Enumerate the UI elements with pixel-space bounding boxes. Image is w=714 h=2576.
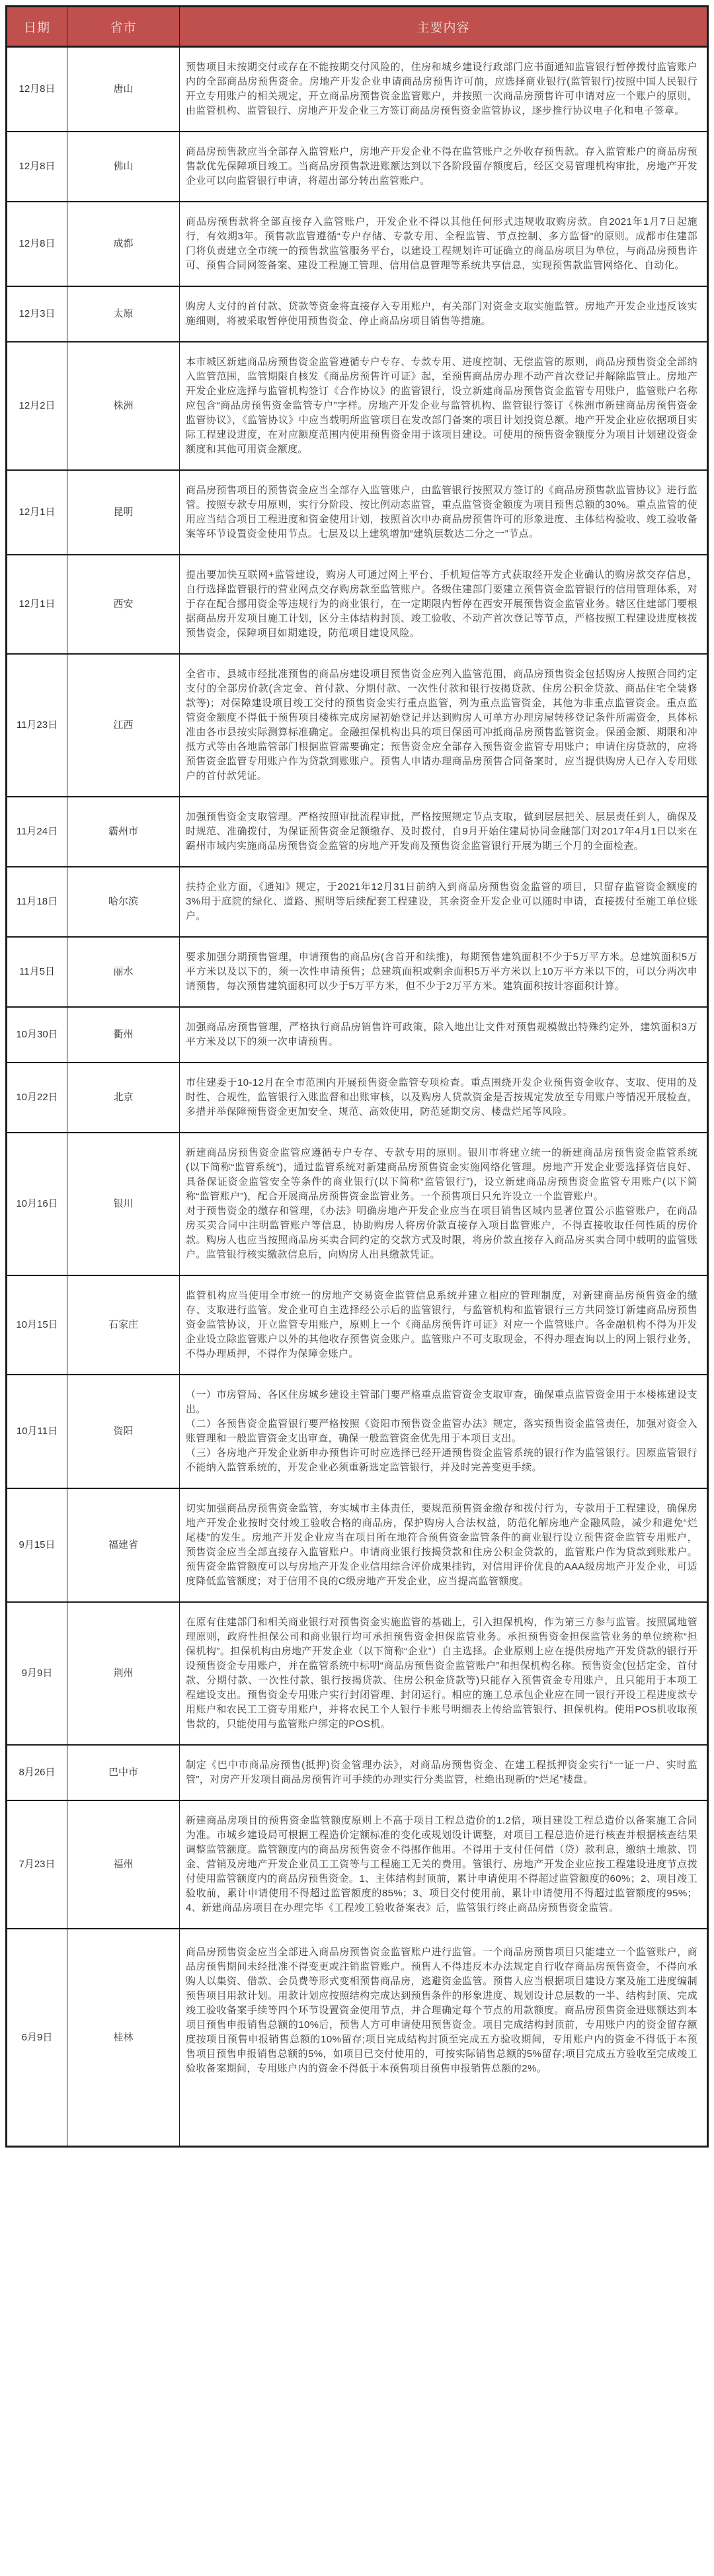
content-cell: [180, 1275, 708, 1375]
content-cell: [180, 555, 708, 654]
content-cell: [180, 342, 708, 470]
content-cell: [180, 1929, 708, 2147]
content-cell: [180, 937, 708, 1007]
date-cell: 10月15日: [7, 1275, 67, 1375]
date-cell: 12月8日: [7, 202, 67, 286]
date-cell: 11月18日: [7, 867, 67, 937]
content-cell: [180, 867, 708, 937]
content-cell: [180, 470, 708, 555]
content-cell: [180, 286, 708, 342]
city-cell: 太原: [67, 286, 180, 342]
city-cell: 成都: [67, 202, 180, 286]
content-paragraph: 新建商品房预售资金监管应遵循专户专存、专款专用的原则。银川市将建立统一的新建商品房预售资金监管系统(以下简称“监管系统”)，通过监管系统对新建商品房预售资金实施网络化管理。房地产开发企业要选择资信良好、具备保证资金监管安全等条件的商业银行(以下简称“监管银行”)，设立新建商品房预售资金监管专用账户(以下简称“监管账户”)，配合开展商品房预售资金监管业务。一个预售项目只允许设立一个监管账户。: [186, 1147, 697, 1202]
table-row: [7, 202, 708, 286]
date-cell: 12月3日: [7, 286, 67, 342]
content-cell: [180, 1375, 708, 1488]
content-cell: [180, 202, 708, 286]
city-cell: 桂林: [67, 1929, 180, 2147]
content-cell: [180, 1602, 708, 1745]
date-cell: 12月1日: [7, 555, 67, 654]
content-paragraph: （一）市房管局、各区住房城乡建设主管部门要严格重点监管资金支取审查，确保重点监管资金用于本楼栋建设支出。: [186, 1389, 697, 1415]
content-paragraph: 商品房预售项目的预售资金应当全部存入监管账户，由监管银行按照双方签订的《商品房预售款监管协议》进行监管。按照专款专用原则，实行分阶段、按比例动态监管，重点监管资金额度为项目预售总额的30%。重点监管的使用应当结合项目工程进度和资金使用计划，按照首次申办商品房预售许可的形象进度、主体结构验收、竣工验收备案等环节设置资金使用节点。七层及以上建筑增加“建筑层数达二分之一”节点。: [186, 485, 697, 540]
table-row: [7, 1063, 708, 1133]
content-cell: [180, 1745, 708, 1800]
content-paragraph: 商品房预售资金应当全部进入商品房预售资金监管账户进行监管。一个商品房预售项目只能建立一个监管账户，商品房预售期间未经批准不得变更或注销监管账户。预售人不得违反本办法规定自行收存商品房预售资金，不得向承购人以集资、借款、会员费等形式变相预售商品房，逃避资金监管。预售人应当根据项目建设方案及施工进度编制预售项目用款计划。用款计划应按照结构完成达到预售条件的形象进度、规划设计总层数的一半、结构封顶、完成竣工验收备案手续等四个环节设置资金使用节点，并合理确定每个节点的用款额度。商品房预售资金进账额达到本项目预售申报销售总额的10%后，预售人方可申请使用预售资金。项目完成结构封顶前，专用账户内的资金留存额度按项目预售申报销售总额的10%留存;项目完成结构封顶至完成五方验收期间，专用账户内的资金不得低于本预售项目预售申报销售总额的5%，如项目已交付使用的，可按实际销售总额的5%留存;项目完成五方验收至完成竣工验收备案期间，专用账户内的资金不得低于本预售项目预售申报销售总额的2%。: [186, 1947, 697, 2074]
content-cell: [180, 797, 708, 867]
content-paragraph: 商品房预售款将全部直接存入监管账户，开发企业不得以其他任何形式违规收取购房款。自2021年1月7日起施行，有效期3年。预售款监管遵循“专户存储、专款专用、全程监管、节点控制、多方监督”的原则。成都市住建部门将负责建立全市统一的预售款监管服务平台，以建设工程规划许可证确立的商品房项目为单位，与商品房预售许可、预售合同网签备案、建设工程施工管理、信用信息管理等系统共享信息，实现预售款监管网络化、自动化。: [186, 216, 697, 271]
content-cell: [180, 132, 708, 202]
city-cell: 银川: [67, 1133, 180, 1275]
table-row: [7, 470, 708, 555]
date-cell: 11月23日: [7, 654, 67, 797]
table-row: [7, 286, 708, 342]
table-row: [7, 342, 708, 470]
table-row: [7, 1602, 708, 1745]
date-cell: 12月1日: [7, 470, 67, 555]
city-cell: 丽水: [67, 937, 180, 1007]
date-cell: 6月9日: [7, 1929, 67, 2147]
table-row: [7, 1800, 708, 1929]
content-paragraph: 切实加强商品房预售资金监管，夯实城市主体责任，要规范预售资金缴存和拨付行为，专款用于工程建设，确保房地产开发企业按时交付竣工验收合格的商品房，保护购房人合法权益，防范化解房地产金融风险，减少和避免“烂尾楼”的发生。房地产开发企业应当在项目所在地符合预售资金监管条件的商业银行设立预售资金监管专用账户，预售资金应当全部直接存入监管账户。申请商业银行按揭贷款和住房公积金贷款的，监管账户作为贷款到账账户。预售资金监管额度可以与房地产开发企业信用综合评价成果挂钩，对信用评价优良的AAA级房地产开发企业，可适度降低监管额度；对于信用不良的C级房地产开发企业，应当提高监管额度。: [186, 1503, 697, 1587]
content-cell: [180, 1800, 708, 1929]
content-paragraph: 商品房预售款应当全部存入监管账户，房地产开发企业不得在监管账户之外收存预售款。存入监管账户的商品房预售款优先保障项目竣工。当商品房预售款进账额达到以下各阶段留存额度后，经区交易管理机构审批，房地产开发企业可以向监管银行申请，将超出部分转出监管账户。: [186, 146, 697, 186]
date-cell: 10月22日: [7, 1063, 67, 1133]
content-cell: [180, 1133, 708, 1275]
city-cell: 荆州: [67, 1602, 180, 1745]
content-paragraph: 提出要加快互联网+监管建设，购房人可通过网上平台、手机短信等方式获取经开发企业确认的购房款交存信息，自行选择监管银行的营业网点交存购房款至监管账户。各级住建部门要建立预售资金监管银行的信用管理体系，对于存在配合挪用资金等违规行为的商业银行，在一定期限内暂停在西安开展预售资金监管业务。辖区住建部门要根据商品房开发项目施工计划，区分主体结构封顶、竣工验收、不动产首次登记等节点，严格按照工程建设进度核拨预售资金，保障项目如期建设，防范项目建设风险。: [186, 569, 697, 639]
table-row: [7, 1275, 708, 1375]
city-cell: 衢州: [67, 1007, 180, 1063]
content-paragraph: 在原有住建部门和相关商业银行对预售资金实施监管的基础上，引入担保机构，作为第三方参与监管。按照属地管理原则，政府性担保公司和商业银行均可承担预售资金担保监管业务。承担预售资金担保监管业务的单位统称“担保机构”。担保机构由房地产开发企业（以下简称“企业”）自主选择。企业原则上应在提供房地产开发贷款的银行开设预售资金专用账户，并在监管系统中标明“商品房预售资金监管账户”和担保机构名称。预售资金(包括定金、首付款、分期付款、一次性付款、银行按揭贷款、住房公积金贷款等)只能存入预售资金专用账户，且只能用于本项工程建设支出。预售资金专用账户实行封闭管理、封闭运行。相应的施工总承包企业应在同一银行开设工程进度款专用账户和农民工工资专用账户，并将农民工个人银行卡账号明细表上传给监管银行、担保机构。使用POS机收取预售款的，只能使用与监管账户绑定的POS机。: [186, 1617, 697, 1730]
table-row: [7, 555, 708, 654]
table-row: [7, 937, 708, 1007]
date-cell: 12月8日: [7, 47, 67, 132]
table-row: [7, 1133, 708, 1275]
date-cell: 12月8日: [7, 132, 67, 202]
content-cell: [180, 47, 708, 132]
content-cell: [180, 1063, 708, 1133]
column-header-date: 日期: [7, 7, 67, 47]
content-paragraph: 市住建委于10-12月在全市范围内开展预售资金监管专项检查。重点围绕开发企业预售资金收存、支取、使用的及时性、合规性，监管银行入账监督和出账审核，以及购房人贷款资金是否按规定发放至专用账户等情况开展检查，多措并举保障预售资金更加安全、规范、高效使用，防范延期交房、楼盘烂尾等风险。: [186, 1077, 697, 1117]
content-paragraph: 购房人支付的首付款、贷款等资金将直接存入专用账户，有关部门对资金支取实施监管。房地产开发企业违反该实施细则，将被采取暂停使用预售资金、停止商品房项目销售等措施。: [186, 301, 697, 327]
date-cell: 10月16日: [7, 1133, 67, 1275]
date-cell: 9月9日: [7, 1602, 67, 1745]
table-row: [7, 1007, 708, 1063]
city-cell: 株洲: [67, 342, 180, 470]
content-cell: [180, 1007, 708, 1063]
content-paragraph: （三）各房地产开发企业新申办预售许可时应选择已经开通预售资金监管系统的银行作为监管银行。因原监管银行不能纳入监管系统的，开发企业必须重新选定监管银行，并及时完善变更手续。: [186, 1447, 697, 1473]
table-body: [7, 47, 708, 2147]
city-cell: 资阳: [67, 1375, 180, 1488]
content-paragraph: 扶持企业方面，《通知》规定，于2021年12月31日前纳入到商品房预售资金监管的项目，只留存监管资金额度的3%用于庭院的绿化、道路、照明等后续配套工程建设，其余资金开发企业可以随时申请，直接拨付至施工单位账户。: [186, 881, 697, 922]
table-row: [7, 132, 708, 202]
date-cell: 10月11日: [7, 1375, 67, 1488]
content-paragraph: 监管机构应当使用全市统一的房地产交易资金监管信息系统并建立相应的管理制度，对新建商品房预售资金的缴存、支取进行监管。发企业可自主选择经公示后的监管银行，与监管机构和监管银行三方共同签订新建商品房预售资金监管协议，开立监管专用账户，原则上一个《商品房预售许可证》对应一个监管账户。各金融机构不得为开发企业设立除监管账户以外的其他收存预售资金账户。监管账户不可支取现金，不得办理查询以上的网上银行业务，不得办理质押，不得作为保障金账户。: [186, 1290, 697, 1359]
header-row: [7, 7, 708, 47]
content-paragraph: 对于预售资金的缴存和管理，《办法》明确房地产开发企业应当在项目销售区域内显著位置公示监管账户，在商品房买卖合同中注明监管账户等信息，协助购房人将房价款直接存入项目监管账户，不得直接收取任何性质的房价款。购房人也应当按照商品房买卖合同约定的交款方式及时限，将房价款直接存入商品房买卖合同中载明的监管账户。监管银行核实缴款信息后，向购房人出具缴款凭证。: [186, 1205, 697, 1260]
date-cell: 11月24日: [7, 797, 67, 867]
city-cell: 霸州市: [67, 797, 180, 867]
content-cell: [180, 654, 708, 797]
column-header-city: 省市: [67, 7, 180, 47]
date-cell: 10月30日: [7, 1007, 67, 1063]
table-row: [7, 654, 708, 797]
table-row: [7, 1488, 708, 1602]
city-cell: 江西: [67, 654, 180, 797]
content-paragraph: 加强商品房预售管理，严格执行商品房销售许可政策，除入地出让文件对预售规模做出特殊约定外，建筑面积3万平方米及以下的须一次申请预售。: [186, 1022, 697, 1047]
table-header: [7, 7, 708, 47]
table-row: [7, 797, 708, 867]
city-cell: 昆明: [67, 470, 180, 555]
city-cell: 西安: [67, 555, 180, 654]
city-cell: 石家庄: [67, 1275, 180, 1375]
content-paragraph: 加强预售资金支取管理。严格按照审批流程审批，严格按照规定节点支取，做到层层把关、层层责任到人，确保及时规范、准确拨付，为保证预售资金足额缴存、及时拨付，自9月开始住建局协同金融部门对2017年4月1日以来在霸州市域内实施商品房预售资金监管的房地产开发商及预售资金监管银行开展为期三个月的全面检查。: [186, 811, 697, 852]
date-cell: 9月15日: [7, 1488, 67, 1602]
content-paragraph: 本市城区新建商品房预售资金监管遵循专户专存、专款专用、进度控制、无偿监管的原则，商品房预售资金全部纳入监管范围，监管期限自核发《商品房预售许可证》起，至预售商品房办理不动产首次登记并解除监管止。房地产开发企业应选择与监管机构签订《合作协议》的监管银行，设立新建商品房预售资金监管专用账户，监管账户名称应包含“商品房预售资金监管专户”字样。房地产开发企业与监管机构、监管银行签订《株洲市新建商品房预售资金监管协议》，《监管协议》中应当载明所监管项目在发改部门备案的项目计划投资总额。地产开发企业应依据项目实际工程建设进度，在对应额度范围内使用预售资金用于该项目建设。可使用的预售资金额度分为项目计划建设资金额度和其他可用资金额度。: [186, 356, 697, 455]
city-cell: 哈尔滨: [67, 867, 180, 937]
content-paragraph: （二）各预售资金监管银行要严格按照《资阳市预售资金监管办法》规定，落实预售资金监管责任，加强对资金入账管理和一般监管资金支出审查，确保一般监管资金优先用于本项目支出。: [186, 1418, 697, 1444]
table-row: [7, 1375, 708, 1488]
table-row: [7, 1929, 708, 2147]
content-paragraph: 全省市、县城市经批准预售的商品房建设项目预售资金应列入监管范围，商品房预售资金包括购房人按照合同约定支付的全部房价款(含定金、首付款、分期付款、一次性付款和银行按揭贷款、住房公积金贷款、商品住宅全装修款等)；对保障建设项目竣工交付的预售资金实行重点监管，列为重点监管资金，其他为非重点监管资金。重点监管资金额度不得低于预售项目楼栋完成房屋初始登记并达到购房人可单方办理房屋转移登记条件所需资金，具体标准由各市县按实际测算标准确定。金融担保机构出具的项目保函可冲抵商品房预售监管资金。保函金额、期限和冲抵方式等由各地监管部门根据监管需要确定；预售资金应全部存入预售资金监管专用账户；申请住房贷款的，应将预售资金监管专用账户作为贷款到账账户。预售人申请办理商品房预售合同备案时，应当提供购房人已存入专用账户的首付款凭证。: [186, 668, 697, 782]
presale-policy-table: [5, 5, 709, 2148]
date-cell: 7月23日: [7, 1800, 67, 1929]
table-row: [7, 1745, 708, 1800]
content-cell: [180, 1488, 708, 1602]
content-paragraph: 制定《巴中市商品房预售(抵押)资金管理办法》，对商品房预售资金、在建工程抵押资金实行“一证一户、实时监管”，对房产开发项目商品房预售许可手续的办理实行分类监管，杜绝出现新的“烂尾”楼盘。: [186, 1759, 697, 1785]
column-header-content: 主要内容: [180, 7, 708, 47]
table-row: [7, 867, 708, 937]
city-cell: 佛山: [67, 132, 180, 202]
date-cell: 11月5日: [7, 937, 67, 1007]
date-cell: 8月26日: [7, 1745, 67, 1800]
date-cell: 12月2日: [7, 342, 67, 470]
content-paragraph: 预售项目未按期交付或存在不能按期交付风险的，住房和城乡建设行政部门应书面通知监管银行暂停拨付监管账户内的全部商品房预售资金。房地产开发企业申请商品房预售许可前，应选择商业银行(监管银行)按照中国人民银行开立专用账户的相关规定，开立商品房预售资金监管账户，并按照一次商品房预售许可申请对应一个账户的原则，由监管机构、监管银行、房地产开发企业三方签订商品房预售资金监管协议，逐步推行协议电子化和电子签章。: [186, 61, 697, 116]
city-cell: 巴中市: [67, 1745, 180, 1800]
content-paragraph: 新建商品房项目的预售资金监管额度原则上不高于项目工程总造价的1.2倍，项目建设工程总造价以备案施工合同为准。市城乡建设局可根据工程造价定额标准的变化或规划设计调整，对项目工程总造价进行核查并根据核查结果调整监管额度。监管额度内的商品房预售资金不得挪作他用。不得用于支付任何借（贷）款利息，缴纳土地款、罚金、营销及房地产开发企业员工工资等与工程施工无关的费用。管银行、房地产开发企业应按工程建设进度节点拨付使用监管额度内的商品房预售资金。1、主体结构封顶前，累计申请使用不得超过监管额度的60%；2、项目竣工验收前，累计申请使用不得超过监管额度的85%；3、项目交付使用前，累计申请使用不得超过监管额度的95%；4、新建商品房项目在办理完毕《工程竣工验收备案表》后，监管银行终止商品房预售资金监管。: [186, 1815, 697, 1913]
table-row: [7, 47, 708, 132]
city-cell: 北京: [67, 1063, 180, 1133]
city-cell: 福建省: [67, 1488, 180, 1602]
content-paragraph: 要求加强分期预售管理，申请预售的商品房(含首开和续推)，每期预售建筑面积不少于5万平方米。总建筑面积5万平方米以及以下的，须一次性申请预售；总建筑面积或剩余面积5万平方米以上10万平方米以下的，可以分两次申请预售，每次预售建筑面积可以少于5万平方米，但不少于2万平方米。建筑面积按计容面积计算。: [186, 951, 697, 992]
city-cell: 福州: [67, 1800, 180, 1929]
city-cell: 唐山: [67, 47, 180, 132]
